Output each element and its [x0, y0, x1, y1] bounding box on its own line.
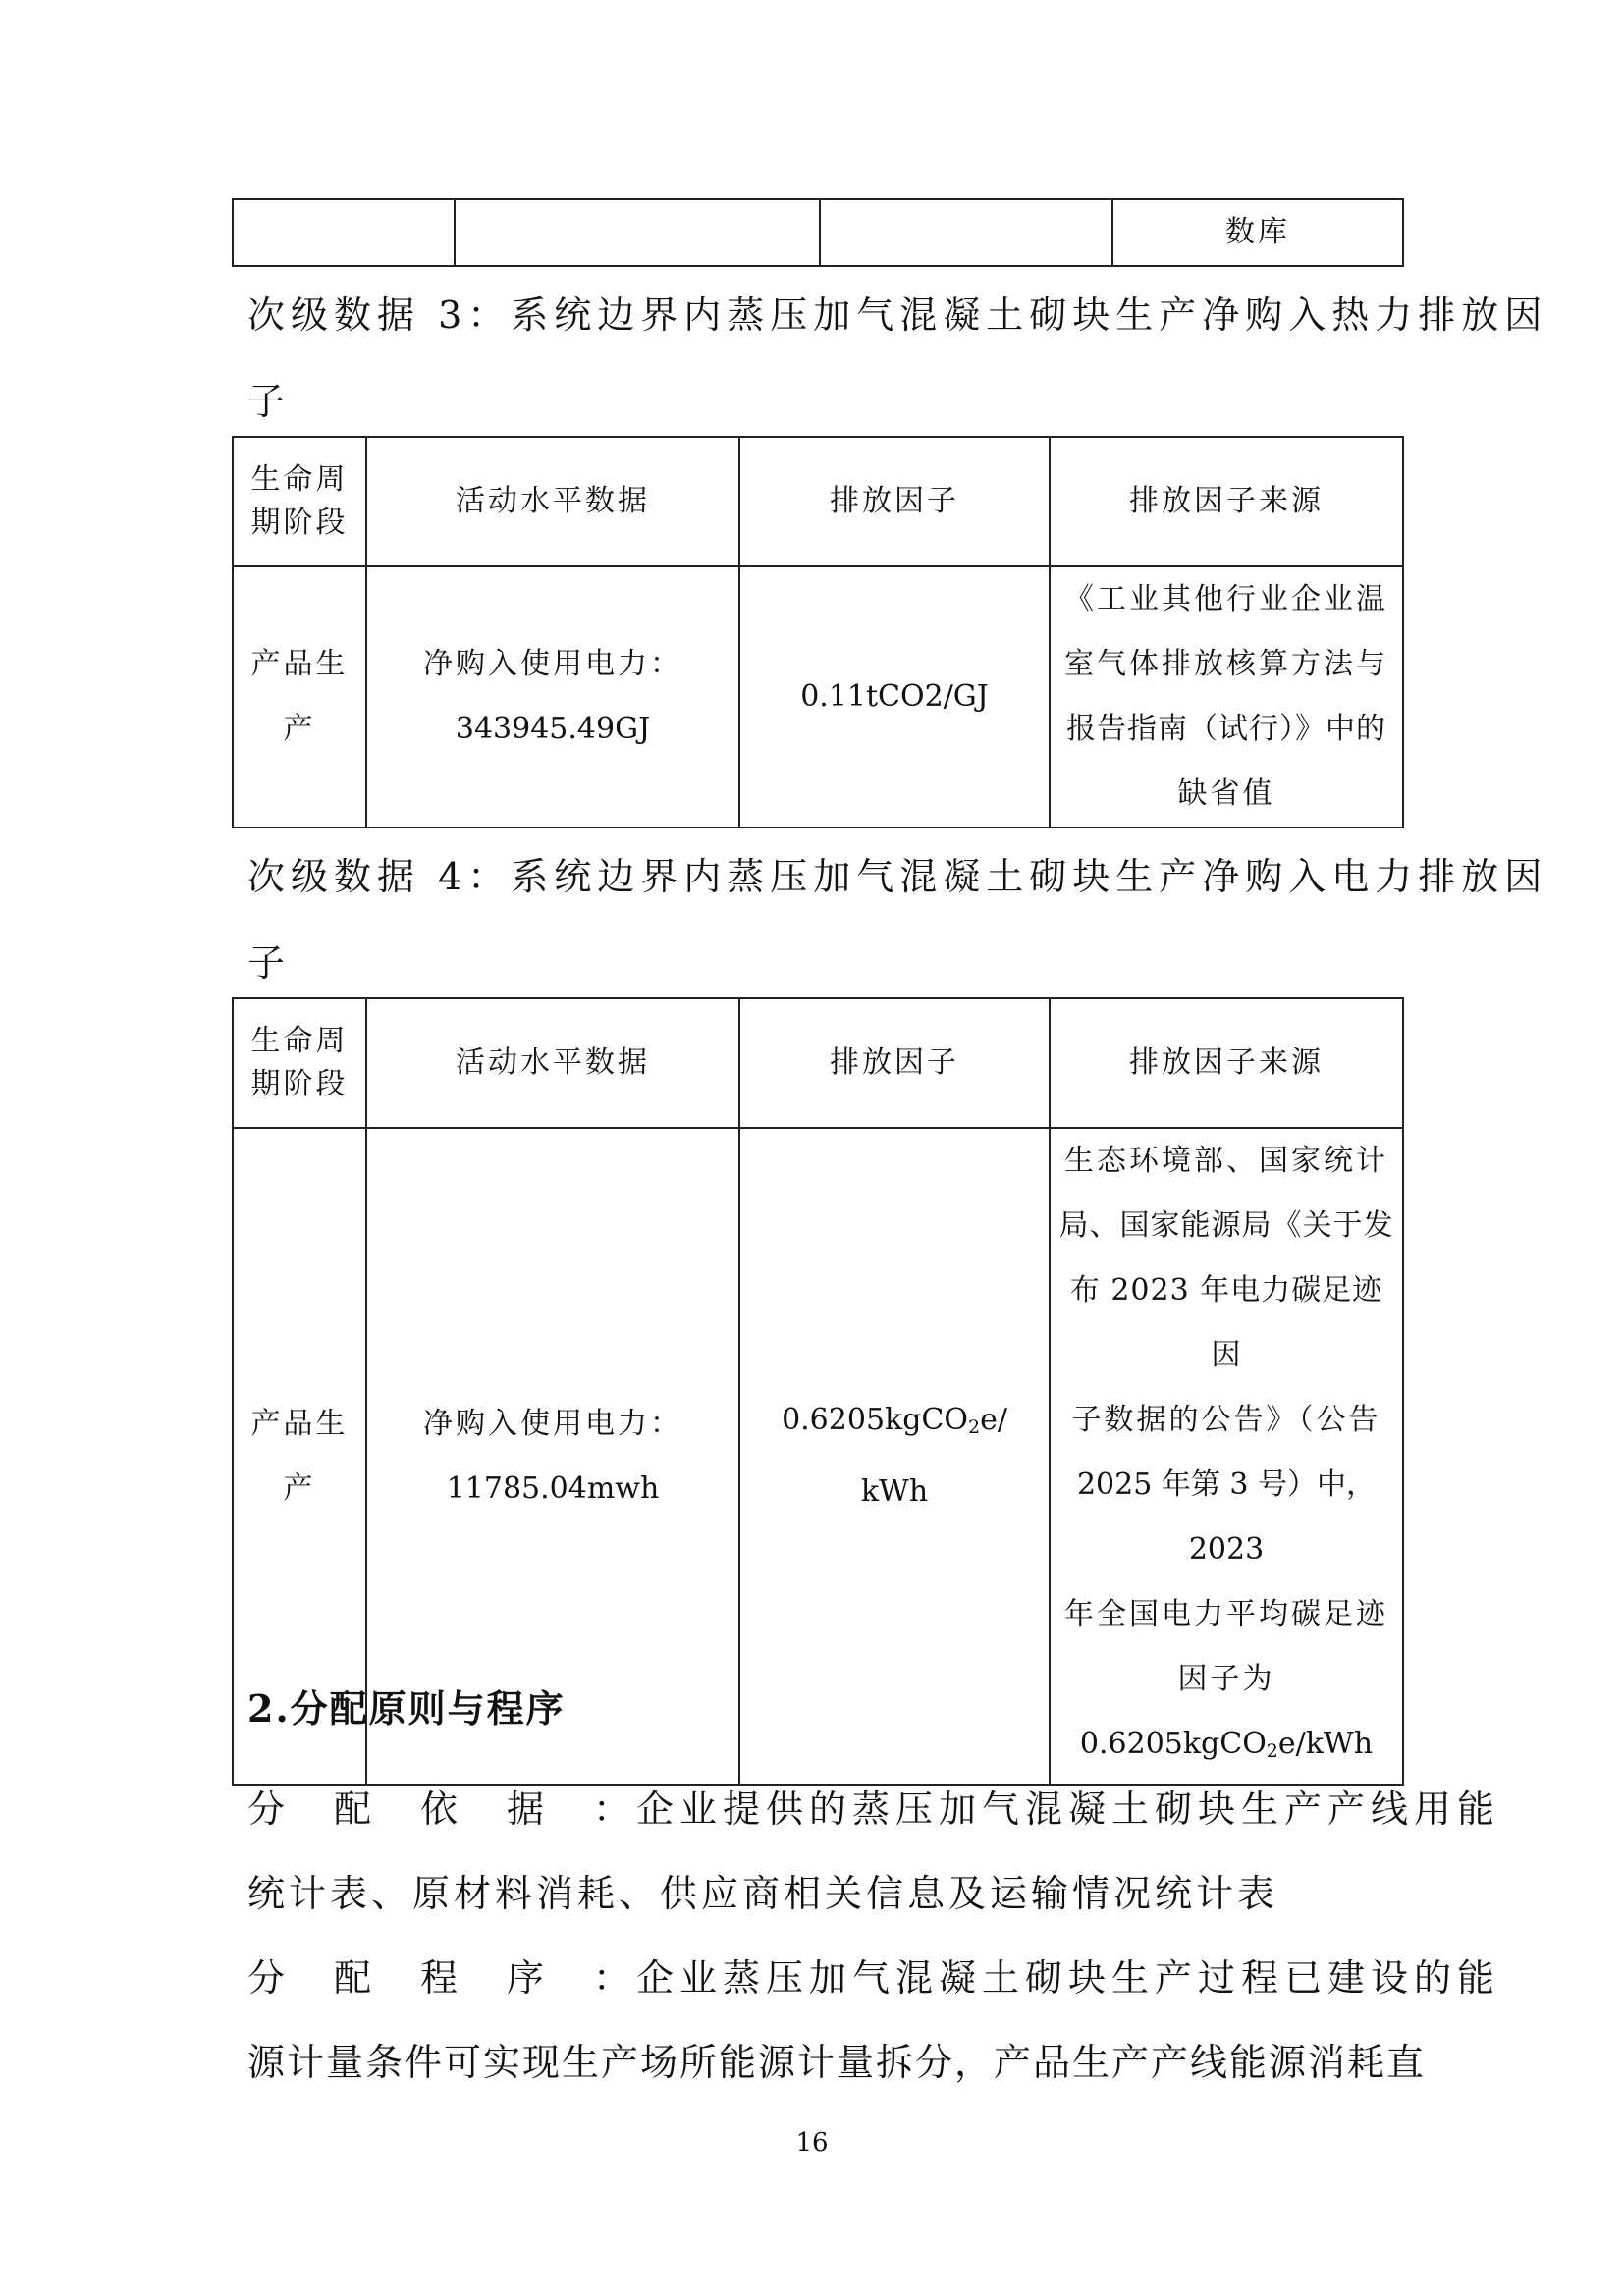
sec3-title-line2: 子: [247, 380, 292, 423]
emission-table-electricity: [232, 997, 1404, 1786]
factor-cell: 0.6205kgCO$_2$e/ kWh: [739, 1128, 1050, 1785]
source-line: 年全国电力平均碳足迹: [1064, 1597, 1388, 1631]
table-cell: [233, 199, 455, 266]
activity-label: 净购入使用电力：: [423, 1406, 682, 1441]
header-stage: 生命周期阶段: [233, 437, 366, 566]
source-line: 《工业其他行业企业温: [1064, 582, 1388, 616]
header-factor: 排放因子: [739, 998, 1050, 1128]
factor-cell: 0.11tCO2/GJ: [739, 566, 1050, 828]
sec4-title-line2: 子: [247, 941, 292, 985]
basis-label: 分 配 依 据 ：: [247, 1788, 637, 1831]
header-activity: 活动水平数据: [366, 437, 739, 566]
basis-line2: 统计表、原材料消耗、供应商相关信息及运输情况统计表: [247, 1872, 1279, 1915]
activity-label: 净购入使用电力：: [423, 647, 682, 681]
basis-text: 企业提供的蒸压加气混凝土砌块生产产线用能: [636, 1788, 1501, 1831]
sec4-title-line1: 次级数据 4：系统边界内蒸压加气混凝土砌块生产净购入电力排放因: [247, 855, 1548, 898]
source-line: 0.6205kgCO$_2$e/kWh: [1079, 1727, 1374, 1762]
proc-line2: 源计量条件可实现生产场所能源计量拆分，产品生产产线能源消耗直: [247, 2041, 1427, 2084]
proc-line1: [247, 1948, 1500, 2002]
sec3-title-line1: 次级数据 3：系统边界内蒸压加气混凝土砌块生产净购入热力排放因: [247, 294, 1548, 337]
proc-text: 企业蒸压加气混凝土砌块生产过程已建设的能: [636, 1956, 1501, 2000]
stage-cell: 产品生产: [233, 566, 366, 828]
emission-table-heat: [232, 436, 1404, 828]
header-source: 排放因子来源: [1050, 998, 1403, 1128]
source-line: 报告指南（试行）》中的: [1066, 712, 1386, 746]
section-heading: 2.分配原则与程序: [247, 1686, 566, 1731]
table-cell: 数库: [1112, 199, 1403, 266]
proc-label: 分 配 程 序 ：: [247, 1956, 637, 2000]
source-cell: [1050, 566, 1403, 828]
activity-value: 11785.04mwh: [446, 1470, 660, 1506]
top-table: [232, 198, 1404, 267]
activity-cell: [366, 566, 739, 828]
stage-cell: 产品生产: [233, 1128, 366, 1785]
header-source: 排放因子来源: [1050, 437, 1403, 566]
source-line: 缺省值: [1177, 776, 1275, 811]
page-number: 16: [795, 2128, 829, 2158]
source-line: 布 2023 年电力碳足迹因: [1069, 1273, 1383, 1372]
header-stage: 生命周期阶段: [233, 998, 366, 1128]
activity-value: 343945.49GJ: [455, 712, 651, 746]
table-cell: [455, 199, 820, 266]
header-activity: 活动水平数据: [366, 998, 739, 1128]
source-line: 室气体排放核算方法与: [1064, 647, 1388, 681]
source-line: 子数据的公告》（公告: [1071, 1403, 1381, 1437]
source-line: 生态环境部、国家统计: [1064, 1144, 1388, 1178]
source-cell: [1050, 1128, 1403, 1785]
table-cell: [820, 199, 1112, 266]
source-line: 局、国家能源局《关于发: [1058, 1208, 1394, 1243]
basis-line1: [247, 1779, 1500, 1833]
source-line: 2025 年第 3 号）中，2023: [1076, 1468, 1377, 1567]
source-line: 因子为: [1177, 1662, 1275, 1696]
header-factor: 排放因子: [739, 437, 1050, 566]
